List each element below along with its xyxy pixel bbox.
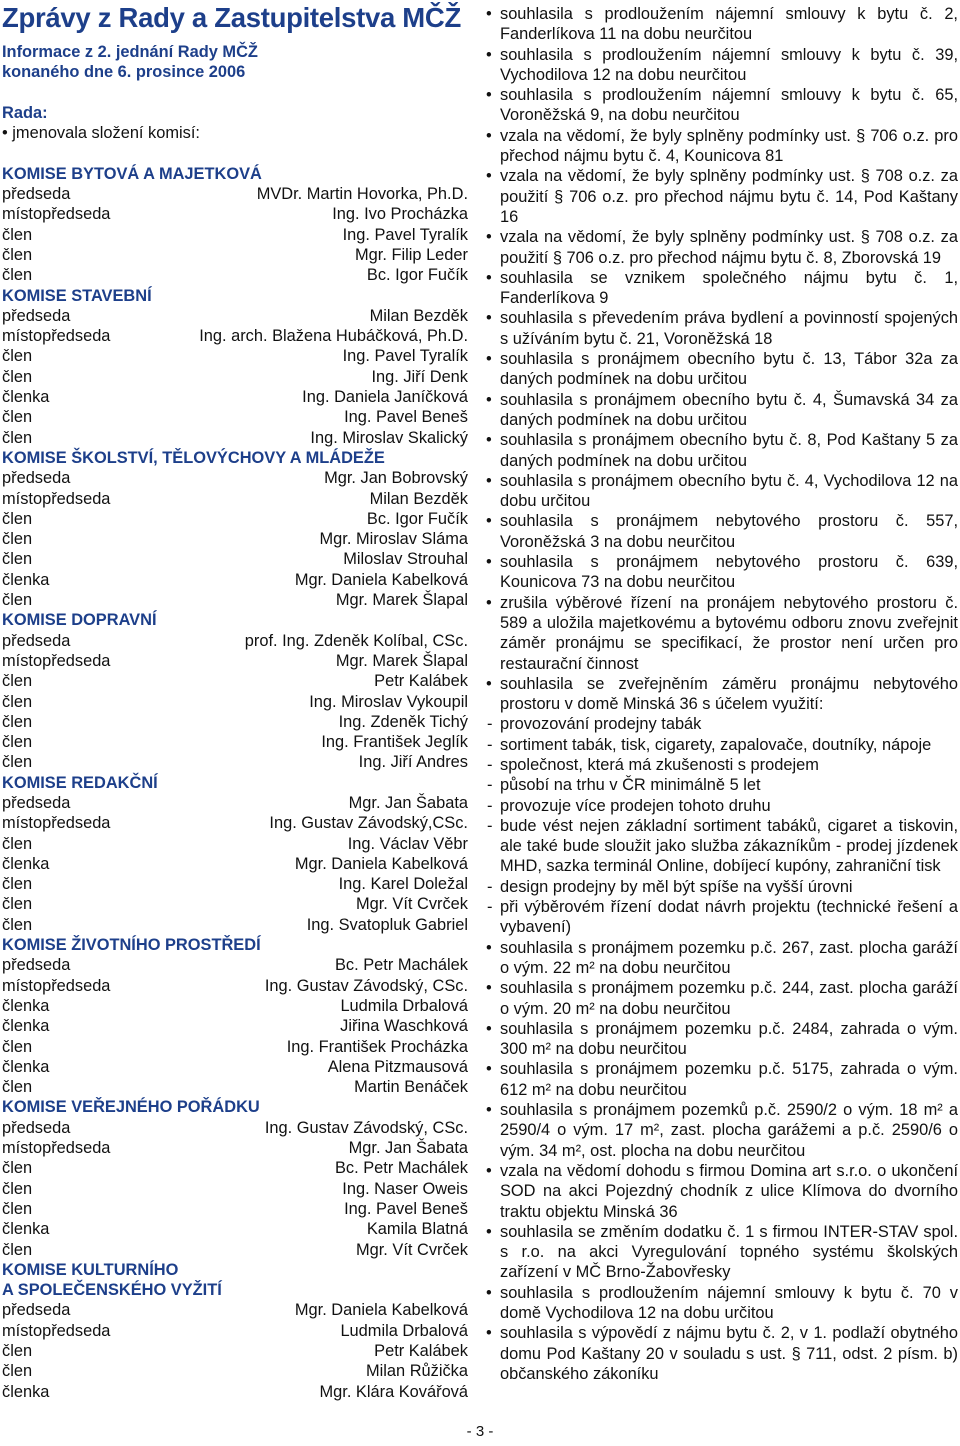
member-role: člen (2, 1037, 33, 1056)
member-role: člen (2, 834, 33, 853)
usage-sub-item: - společnost, která má zkušenosti s prodejem (486, 755, 958, 775)
usage-sub-item: - bude vést nejen základní sortiment tabáků, cigaret a tiskovin, ale také bude sloužit jako služba zákazníkům - prodej jízdenek MHD, sazka terminál Online, dobíjecí kupóny, zahraniční tisk (486, 816, 958, 877)
resolution-item: • souhlasila s prodloužením nájemní smlouvy k bytu č. 70 v domě Vychodilova 12 na dobu určitou (486, 1283, 958, 1324)
committee-heading-line2: A SPOLEČENSKÉHO VYŽITÍ (2, 1281, 222, 1300)
resolution-item: • zrušila výběrové řízení na pronájem nebytového prostoru č. 589 a uložila majetkovému a bytovému odboru znovu zveřejnit záměr pronájmu se specifikací, že prostor není určen pro restaurační činnost (486, 593, 958, 674)
member-name: Milan Bezděk (369, 306, 468, 325)
member-name: Ing. Naser Oweis (342, 1179, 468, 1198)
usage-sub-item: - design prodejny by měl být spíše na vyšší úrovni (486, 877, 958, 897)
member-name: Ing. František Procházka (286, 1037, 468, 1056)
member-role: předseda (2, 793, 71, 812)
resolution-item: • souhlasila s prodloužením nájemní smlouvy k bytu č. 65, Voroněžská 9, na dobu neurčitou (486, 85, 958, 126)
resolution-item: • souhlasila s pronájmem nebytového prostoru č. 639, Kounicova 73 na dobu neurčitou (486, 552, 958, 593)
committee-heading: KOMISE VEŘEJNÉHO POŘÁDKU (2, 1098, 260, 1117)
member-name: Ing. Pavel Tyralík (342, 225, 468, 244)
resolution-item: • vzala na vědomí, že byly splněny podmínky ust. § 706 o.z. pro přechod nájmu bytu č. 4, Kounicova 81 (486, 126, 958, 167)
member-row (2, 265, 468, 285)
member-role: člen (2, 895, 33, 914)
member-row (2, 1321, 468, 1341)
member-row (2, 1179, 468, 1199)
member-row (2, 1118, 468, 1138)
resolution-item: • souhlasila s prodloužením nájemní smlouvy k bytu č. 2, Fanderlíkova 11 na dobu neurčitou (486, 4, 958, 45)
member-role: členka (2, 996, 50, 1015)
member-row (2, 245, 468, 265)
right-column (486, 4, 958, 1384)
member-name: Mgr. Jan Šabata (348, 793, 468, 812)
usage-sub-item: - provozování prodejny tabák (486, 714, 958, 734)
resolution-item: • souhlasila s pronájmem obecního bytu č. 13, Tábor 32a za daných podmínek na dobu určitou (486, 349, 958, 390)
member-row (2, 346, 468, 366)
resolution-item: • souhlasila s pronájmem obecního bytu č. 8, Pod Kaštany 5 za daných podmínek na dobu určitou (486, 430, 958, 471)
page-title: Zprávy z Rady a Zastupitelstva MČŽ (2, 2, 461, 33)
usage-sub-list (486, 714, 958, 937)
committee-heading: KOMISE DOPRAVNÍ (2, 611, 157, 630)
member-name: Ing. František Jeglík (321, 733, 468, 752)
member-role: člen (2, 1159, 33, 1178)
member-row (2, 509, 468, 529)
member-name: Mgr. Vít Cvrček (355, 895, 468, 914)
member-role: předseda (2, 956, 71, 975)
member-role: místopředseda (2, 205, 111, 224)
resolution-item: • souhlasila s pronájmem obecního bytu č. 4, Šumavská 34 za daných podmínek na dobu určitou (486, 390, 958, 431)
member-row (2, 306, 468, 326)
resolution-item: • souhlasila s převedením práva bydlení a povinností spojených s užíváním bytu č. 21, Voroněžská 18 (486, 308, 958, 349)
member-row (2, 225, 468, 245)
member-name: Kamila Blatná (366, 1220, 468, 1239)
resolution-item: • vzala na vědomí, že byly splněny podmínky ust. § 708 o.z. za použití § 706 o.z. pro přechod nájmu bytu č. 8, Zborovská 19 (486, 227, 958, 268)
member-name: Ing. Ivo Procházka (332, 205, 468, 224)
member-role: člen (2, 347, 33, 366)
member-name: Ing. Karel Doležal (338, 875, 468, 894)
resolution-list-continued (486, 938, 958, 1385)
member-name: Ing. Jiří Denk (371, 367, 468, 386)
left-column (2, 42, 468, 1402)
member-row (2, 854, 468, 874)
member-role: člen (2, 245, 33, 264)
member-name: Mgr. Daniela Kabelková (294, 570, 468, 589)
member-role: člen (2, 1342, 33, 1360)
member-name: Ing. Gustav Závodský, CSc. (264, 1118, 468, 1137)
member-name: Martin Benáček (354, 1078, 468, 1097)
member-role: místopředseda (2, 489, 111, 508)
member-row (2, 631, 468, 651)
member-row (2, 1341, 468, 1361)
member-role: místopředseda (2, 1321, 111, 1340)
resolution-item: • souhlasila s pronájmem obecního bytu č. 4, Vychodilova 12 na dobu určitou (486, 471, 958, 512)
member-role: člen (2, 1179, 33, 1198)
member-name: MVDr. Martin Hovorka, Ph.D. (256, 185, 468, 204)
committee-heading: KOMISE REDAKČNÍ (2, 773, 158, 792)
member-role: člen (2, 1362, 33, 1381)
usage-sub-item: - působí na trhu v ČR minimálně 5 let (486, 775, 958, 795)
member-name: Miloslav Strouhal (343, 550, 468, 569)
member-row (2, 549, 468, 569)
member-role: členka (2, 1382, 50, 1401)
member-row (2, 1240, 468, 1260)
member-role: předseda (2, 185, 71, 204)
member-name: Ing. Pavel Tyralík (342, 347, 468, 366)
usage-sub-item: - provozuje více prodejen tohoto druhu (486, 796, 958, 816)
member-name: Ing. arch. Blažena Hubáčková, Ph.D. (199, 327, 468, 346)
resolution-item: • vzala na vědomí, že byly splněny podmínky ust. § 708 o.z. za použití § 706 o.z. pro přechod nájmu bytu č. 14, Pod Kaštany 16 (486, 166, 958, 227)
member-name: Petr Kalábek (374, 1342, 468, 1360)
member-role: člen (2, 591, 33, 610)
member-row (2, 570, 468, 590)
member-name: Ing. Václav Věbr (347, 834, 468, 853)
member-row (2, 692, 468, 712)
member-role: člen (2, 225, 33, 244)
member-name: Alena Pitzmausová (327, 1057, 468, 1076)
committee-heading: KOMISE BYTOVÁ A MAJETKOVÁ (2, 164, 262, 183)
resolution-list (486, 4, 958, 714)
member-row (2, 367, 468, 387)
member-row (2, 752, 468, 772)
spacer (2, 143, 468, 163)
member-role: člen (2, 428, 33, 447)
member-row (2, 1158, 468, 1178)
member-name: prof. Ing. Zdeněk Kolíbal, CSc. (244, 631, 468, 650)
resolution-item: • souhlasila se vznikem společného nájmu bytu č. 1, Fanderlíkova 9 (486, 268, 958, 309)
member-role: člen (2, 530, 33, 549)
member-row (2, 387, 468, 407)
member-role: předseda (2, 1118, 71, 1137)
member-row (2, 671, 468, 691)
member-role: místopředseda (2, 814, 111, 833)
member-row (2, 894, 468, 914)
member-row (2, 1219, 468, 1239)
member-name: Jiřina Waschková (340, 1017, 468, 1036)
committee-list (2, 164, 468, 1402)
resolution-item: • souhlasila s pronájmem nebytového prostoru č. 557, Voroněžská 3 na dobu neurčitou (486, 511, 958, 552)
member-role: místopředseda (2, 327, 111, 346)
member-role: člen (2, 875, 33, 894)
member-role: předseda (2, 1301, 71, 1320)
member-row (2, 1361, 468, 1381)
committee-heading: KOMISE STAVEBNÍ (2, 286, 152, 305)
member-role: místopředseda (2, 1139, 111, 1158)
member-role: místopředseda (2, 651, 111, 670)
member-name: Mgr. Daniela Kabelková (294, 854, 468, 873)
member-row (2, 1300, 468, 1320)
member-name: Ludmila Drbalová (340, 996, 468, 1015)
usage-sub-item: - sortiment tabák, tisk, cigarety, zapalovače, doutníky, nápoje (486, 735, 958, 755)
member-role: místopředseda (2, 976, 111, 995)
member-name: Mgr. Vít Cvrček (355, 1240, 468, 1259)
member-name: Mgr. Jan Bobrovský (324, 469, 468, 488)
member-row (2, 813, 468, 833)
member-row (2, 407, 468, 427)
rada-item: • jmenovala složení komisí: (2, 124, 200, 143)
member-row (2, 874, 468, 894)
member-row (2, 1077, 468, 1097)
resolution-item: • souhlasila s pronájmem pozemků p.č. 2590/2 o vým. 18 m² a 2590/4 o vým. 17 m², zast. plocha garážemi a p.č. 2590/6 o vým. 34 m², ost. plocha na dobu neurčitou (486, 1100, 958, 1161)
page-number: - 3 - (466, 1423, 494, 1440)
member-name: Bc. Petr Machálek (335, 1159, 468, 1178)
member-row (2, 996, 468, 1016)
member-role: člen (2, 1240, 33, 1259)
resolution-item: • souhlasila se změním dodatku č. 1 s firmou INTER-STAV spol. s r.o. na akci Vyregulování topného systému školských zařízení v MČ Brno-Žabovřesky (486, 1222, 958, 1283)
member-name: Mgr. Jan Šabata (348, 1139, 468, 1158)
member-row (2, 976, 468, 996)
member-row (2, 732, 468, 752)
resolution-item: • souhlasila se zveřejněním záměru pronájmu nebytového prostoru v domě Minská 36 s účelem využití: (486, 674, 958, 715)
member-row (2, 489, 468, 509)
member-role: člen (2, 550, 33, 569)
member-role: předseda (2, 306, 71, 325)
resolution-item: • souhlasila s pronájmem pozemku p.č. 267, zast. plocha garáží o vým. 22 m² na dobu neurčitou (486, 938, 958, 979)
member-name: Milan Růžička (365, 1362, 468, 1381)
member-role: předseda (2, 631, 71, 650)
member-row (2, 834, 468, 854)
member-role: člen (2, 753, 33, 772)
member-role: člen (2, 408, 33, 427)
resolution-item: • souhlasila s výpovědí z nájmu bytu č. 2, v 1. podlaží obytného domu Pod Kaštany 20 v souladu s ust. § 711, odst. 2 písm. b) občanského zákoníku (486, 1323, 958, 1384)
member-name: Ing. Svatopluk Gabriel (306, 915, 468, 934)
member-role: člen (2, 712, 33, 731)
member-role: člen (2, 509, 33, 528)
member-role: člen (2, 733, 33, 752)
info-heading-line2: konaného dne 6. prosince 2006 (2, 63, 246, 82)
member-name: Ing. Zdeněk Tichý (338, 712, 468, 731)
resolution-item: • souhlasila s prodloužením nájemní smlouvy k bytu č. 39, Vychodilova 12 na dobu neurčitou (486, 45, 958, 86)
committee-heading: KOMISE KULTURNÍHO (2, 1260, 179, 1279)
member-row (2, 1199, 468, 1219)
member-name: Mgr. Marek Šlapal (335, 651, 468, 670)
info-heading-line1: Informace z 2. jednání Rady MČŽ (2, 43, 258, 61)
member-role: členka (2, 1017, 50, 1036)
member-row (2, 590, 468, 610)
member-name: Milan Bezděk (369, 489, 468, 508)
member-role: člen (2, 692, 33, 711)
member-role: předseda (2, 469, 71, 488)
member-row (2, 428, 468, 448)
member-role: člen (2, 672, 33, 691)
member-name: Mgr. Marek Šlapal (335, 591, 468, 610)
member-name: Ing. Miroslav Skalický (310, 428, 468, 447)
member-name: Ing. Gustav Závodský, CSc. (264, 976, 468, 995)
member-role: členka (2, 1220, 50, 1239)
member-row (2, 915, 468, 935)
committee-heading: KOMISE ŠKOLSTVÍ, TĚLOVÝCHOVY A MLÁDEŽE (2, 448, 385, 467)
member-name: Mgr. Miroslav Sláma (319, 530, 468, 549)
member-row (2, 793, 468, 813)
member-name: Ing. Gustav Závodský,CSc. (269, 814, 468, 833)
committee-heading: KOMISE ŽIVOTNÍHO PROSTŘEDÍ (2, 936, 261, 955)
member-row (2, 1037, 468, 1057)
member-name: Mgr. Klára Kovářová (319, 1382, 468, 1401)
member-name: Ludmila Drbalová (340, 1321, 468, 1340)
resolution-item: • souhlasila s pronájmem pozemku p.č. 244, zast. plocha garáží o vým. 20 m² na dobu neurčitou (486, 978, 958, 1019)
member-row (2, 1382, 468, 1402)
member-row (2, 1057, 468, 1077)
member-row (2, 468, 468, 488)
member-role: člen (2, 1078, 33, 1097)
member-row (2, 955, 468, 975)
member-role: člen (2, 1199, 33, 1218)
member-name: Ing. Daniela Janíčková (302, 388, 468, 407)
member-role: člen (2, 367, 33, 386)
member-name: Ing. Pavel Beneš (344, 1199, 468, 1218)
member-row (2, 326, 468, 346)
member-role: člen (2, 915, 33, 934)
member-row (2, 1138, 468, 1158)
member-name: Ing. Miroslav Vykoupil (309, 692, 468, 711)
member-row (2, 204, 468, 224)
member-name: Ing. Pavel Beneš (344, 408, 468, 427)
member-name: Petr Kalábek (374, 672, 468, 691)
member-row (2, 529, 468, 549)
member-role: členka (2, 854, 50, 873)
member-name: Mgr. Daniela Kabelková (294, 1301, 468, 1320)
member-row (2, 1016, 468, 1036)
usage-sub-item: - při výběrovém řízení dodat návrh projektu (technické řešení a vybavení) (486, 897, 958, 938)
member-name: Mgr. Filip Leder (355, 245, 468, 264)
member-row (2, 712, 468, 732)
member-role: členka (2, 1057, 50, 1076)
member-name: Bc. Igor Fučík (366, 509, 468, 528)
member-role: členka (2, 388, 50, 407)
resolution-item: • souhlasila s pronájmem pozemku p.č. 2484, zahrada o vým. 300 m² na dobu neurčitou (486, 1019, 958, 1060)
resolution-item: • souhlasila s pronájmem pozemku p.č. 5175, zahrada o vým. 612 m² na dobu neurčitou (486, 1059, 958, 1100)
member-name: Bc. Petr Machálek (335, 956, 468, 975)
rada-label: Rada: (2, 103, 48, 122)
member-role: člen (2, 266, 33, 285)
member-row (2, 651, 468, 671)
spacer (2, 83, 468, 103)
member-row (2, 184, 468, 204)
member-role: členka (2, 570, 50, 589)
member-name: Ing. Jiří Andres (358, 753, 468, 772)
resolution-item: • vzala na vědomí dohodu s firmou Domina art s.r.o. o ukončení SOD na akci Pojezdný chodník z ulice Klímova do dvorního traktu objektu Minská 36 (486, 1161, 958, 1222)
member-name: Bc. Igor Fučík (366, 266, 468, 285)
